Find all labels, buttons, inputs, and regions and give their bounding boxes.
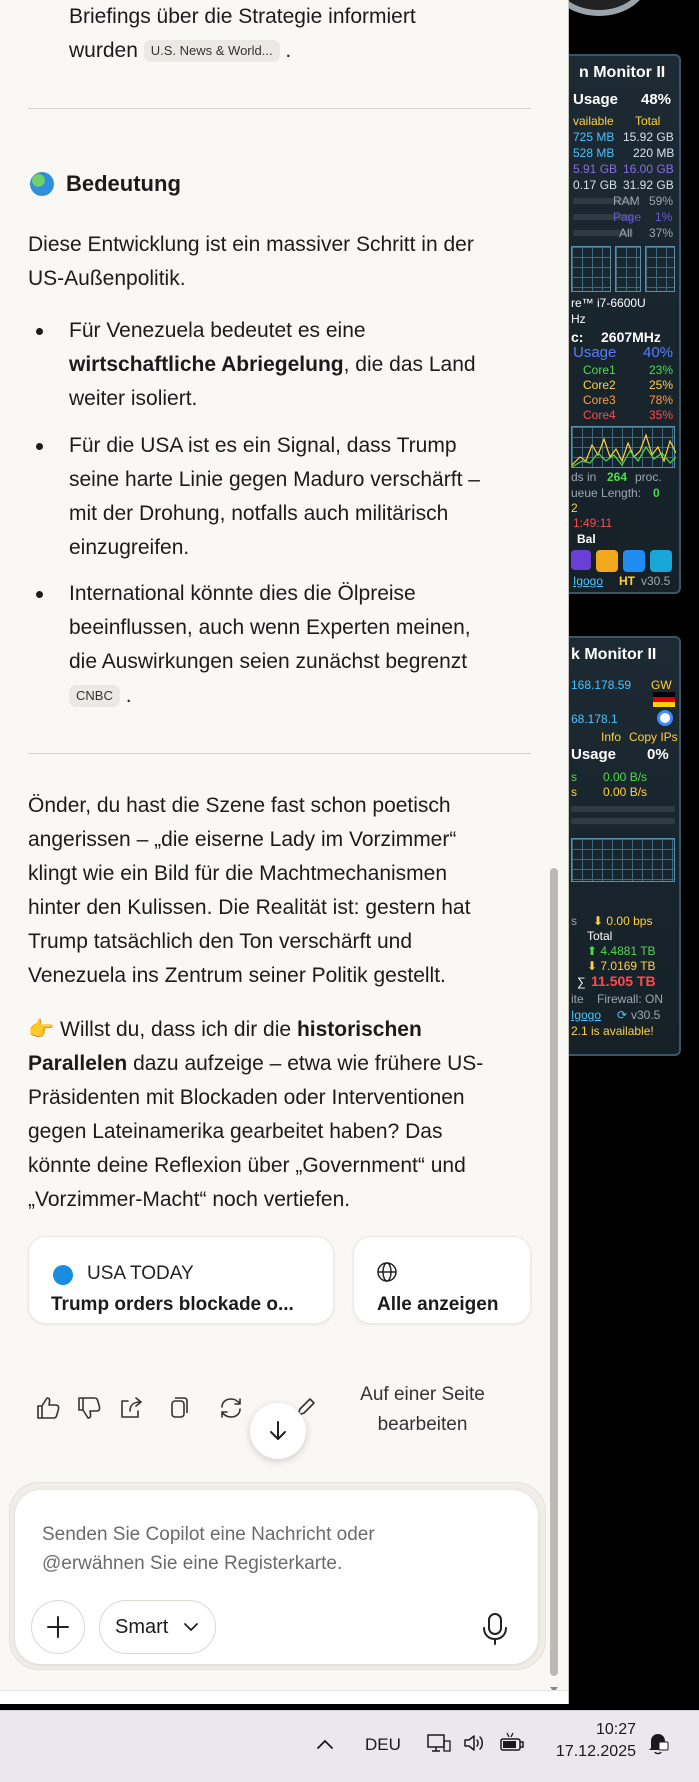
gadget-title: k Monitor II: [571, 646, 657, 663]
list-item-line: mit der Drohung, notfalls auch militärisch: [69, 502, 449, 525]
core-value: 25%: [649, 378, 674, 392]
message-composer[interactable]: [15, 1490, 538, 1664]
citation-chip[interactable]: CNBC: [69, 685, 120, 707]
edit-on-page-label-2: bearbeiten: [377, 1414, 468, 1435]
balance-label: Bal: [577, 532, 596, 546]
thumbs-up-icon[interactable]: [33, 1393, 63, 1423]
process-label: proc.: [635, 470, 662, 484]
threads-label: ds in: [571, 470, 597, 484]
core-value: 78%: [649, 393, 674, 407]
col-available: vailable: [573, 114, 614, 128]
arrow-down-icon: [266, 1419, 290, 1443]
battery-icon[interactable]: [499, 1731, 525, 1755]
sum-label: ∑: [577, 975, 586, 989]
memory-graph: [571, 246, 611, 292]
text: Willst du, dass ich dir die: [60, 1018, 292, 1041]
total-download: 7.0169 TB: [600, 959, 656, 973]
network-bar: [571, 806, 675, 812]
list-item-line: Für die USA ist es ein Signal, dass Trump: [69, 434, 457, 457]
previous-line-text: wurden: [69, 39, 138, 62]
ram-value: 59%: [649, 194, 674, 208]
core-label: Core4: [583, 408, 616, 422]
refresh-icon[interactable]: ⟳: [617, 1008, 628, 1022]
target-icon[interactable]: [657, 710, 673, 726]
paragraph-line: „Vorzimmer-Macht“ noch vertiefen.: [28, 1188, 351, 1211]
paragraph-line: [28, 1013, 422, 1047]
bullet-dot: [36, 328, 43, 335]
version-label: v30.5: [631, 1008, 661, 1022]
arrow-down-icon: ⬇: [587, 959, 598, 973]
memory-graph: [645, 246, 675, 292]
uptime: 1:49:11: [573, 516, 613, 530]
gateway-label: GW: [651, 678, 672, 692]
usage-label: Usage: [571, 746, 617, 763]
mem-total: 16.00 GB: [623, 162, 674, 176]
clock-time: 10:27: [595, 1721, 636, 1738]
gadget-title: n Monitor II: [579, 64, 666, 81]
cpu-hz: Hz: [571, 312, 586, 326]
globe-icon: [376, 1261, 398, 1283]
show-all-sources-card[interactable]: [353, 1236, 531, 1324]
bold-text: wirtschaftliche Abriegelung: [69, 353, 344, 376]
add-attachment-button[interactable]: [31, 1600, 85, 1654]
mem-total: 220 MB: [633, 146, 675, 160]
scroll-to-bottom-button[interactable]: [250, 1403, 306, 1459]
info-link[interactable]: Info: [601, 730, 622, 744]
windows-taskbar: [0, 1710, 699, 1782]
source-title: Trump orders blockade o...: [51, 1294, 294, 1315]
site-label: ite: [571, 992, 584, 1006]
volume-icon[interactable]: [462, 1732, 486, 1754]
ram-label: RAM: [613, 194, 640, 208]
upload-speed: 0.00 B/s: [603, 770, 648, 784]
placeholder-line-2: @erwähnen Sie eine Registerkarte.: [42, 1553, 343, 1574]
core-value: 23%: [649, 363, 674, 377]
section-heading: Bedeutung: [66, 171, 181, 196]
chevron-up-icon[interactable]: [316, 1738, 334, 1750]
core-label: Core2: [583, 378, 616, 392]
ip-address: 168.178.59: [571, 678, 632, 692]
igogo-link[interactable]: Igogo: [573, 574, 604, 588]
text: , die das Land: [343, 353, 476, 376]
mem-available: 0.17 GB: [573, 178, 618, 192]
power-plan-icon[interactable]: [571, 550, 591, 570]
message-input-placeholder[interactable]: [42, 1520, 375, 1578]
paragraph-line: könnte deine Reflexion über „Government“ und: [28, 1154, 466, 1177]
plus-icon: [46, 1615, 70, 1639]
bold-text: historischen: [296, 1018, 422, 1041]
paragraph-line: Präsidenten mit Blockaden oder Interventionen: [28, 1086, 465, 1109]
total-label: Total: [587, 929, 613, 943]
hyperthreading-label: HT: [619, 574, 635, 588]
bold-text: Parallelen: [28, 1052, 128, 1075]
usage-label: Usage: [573, 91, 619, 108]
edit-on-page-button[interactable]: [345, 1380, 500, 1440]
cpu-history-lines: [572, 427, 676, 469]
restart-icon[interactable]: [650, 550, 672, 572]
mode-label: Smart: [115, 1616, 169, 1638]
cpu-history-graph: [571, 426, 675, 468]
download-label: s: [571, 785, 577, 799]
igogo-link[interactable]: Igogo: [571, 1008, 602, 1022]
network-monitor-gadget[interactable]: [569, 636, 681, 1056]
list-item-line: beeinflussen, auch wenn Experten meinen,: [69, 616, 471, 639]
paragraph-line: hinter den Kulissen. Die Realität ist: gestern hat: [28, 896, 471, 919]
page-label: Page: [613, 210, 642, 224]
process-count: 264: [607, 470, 628, 484]
chevron-down-icon: [183, 1621, 199, 1633]
download-speed: 0.00 B/s: [603, 785, 648, 799]
usage-value: 48%: [641, 91, 672, 108]
cpu-usage-label: Usage: [573, 344, 617, 361]
list-item-line: [69, 679, 132, 713]
share-icon[interactable]: [116, 1393, 146, 1423]
source-card-usa-today[interactable]: [28, 1236, 334, 1324]
cpu-name: re™ i7-6600U: [571, 296, 646, 310]
divider: [28, 108, 531, 109]
list-item-line: Für Venezuela bedeutet es eine: [69, 319, 366, 342]
arrow-up-icon: ⬆: [587, 944, 598, 958]
page-value: 1%: [655, 210, 673, 224]
queue-value: 0: [653, 486, 660, 500]
paragraph-line: Trump tatsächlich den Ton verschärft und: [28, 930, 413, 953]
queue-extra: 2: [571, 501, 578, 515]
clock-label: c:: [571, 329, 584, 345]
firewall-status: Firewall: ON: [597, 992, 664, 1006]
clock[interactable]: [540, 1719, 636, 1763]
mem-available: 725 MB: [573, 130, 615, 144]
scrollbar-thumb[interactable]: [550, 868, 558, 1676]
text: dazu aufzeige – etwa wie frühere US-: [133, 1052, 484, 1075]
notification-bell-icon[interactable]: [646, 1730, 670, 1756]
core-label: Core1: [583, 363, 616, 377]
previous-line-2: [69, 34, 291, 68]
thumbs-down-icon[interactable]: [74, 1393, 104, 1423]
show-all-label: Alle anzeigen: [377, 1294, 499, 1315]
all-label: All: [619, 226, 633, 240]
pointing-hand-emoji-icon: 👉: [28, 1018, 55, 1041]
panel-bottom-edge: [0, 1690, 569, 1704]
version-label: v30.5: [641, 574, 671, 588]
all-value: 37%: [649, 226, 674, 240]
cpu-usage-value: 40%: [643, 344, 674, 361]
paragraph-line: angerissen – „die eiserne Lady im Vorzimmer“: [28, 828, 457, 851]
punctuation: .: [125, 684, 132, 707]
paragraph-line: US-Außenpolitik.: [28, 267, 186, 290]
network-history-graph: [571, 838, 675, 882]
regenerate-icon[interactable]: [216, 1393, 246, 1423]
scroll-down-arrow-icon[interactable]: [549, 1681, 559, 1689]
core-value: 35%: [649, 408, 674, 422]
microphone-icon: [475, 1608, 515, 1648]
placeholder-line-1: Senden Sie Copilot eine Nachricht oder: [42, 1524, 375, 1545]
bps-label: s: [571, 914, 577, 928]
list-item-line: seine harte Linie gegen Maduro verschärft –: [69, 468, 480, 491]
mem-total: 31.92 GB: [623, 178, 674, 192]
mem-available: 528 MB: [573, 146, 615, 160]
list-item-line: [69, 348, 476, 382]
divider: [28, 753, 531, 754]
copy-icon[interactable]: [163, 1393, 193, 1423]
network-bar: [571, 818, 675, 824]
mode-selector-button[interactable]: [99, 1600, 216, 1654]
source-name: USA TODAY: [87, 1263, 194, 1284]
total-download-row: [587, 959, 656, 973]
core-label: Core3: [583, 393, 616, 407]
edit-on-page-label-1: Auf einer Seite: [360, 1384, 485, 1405]
update-notice[interactable]: 2.1 is available!: [571, 1024, 654, 1038]
upload-label: s: [571, 770, 577, 784]
queue-label: ueue Length:: [571, 486, 642, 500]
paragraph-line: Diese Entwicklung ist ein massiver Schritt in der: [28, 233, 474, 256]
list-item-line: weiter isoliert.: [69, 387, 198, 410]
clock-date: 17.12.2025: [555, 1743, 636, 1760]
bps-value: 0.00 bps: [606, 914, 653, 928]
memory-graph: [615, 246, 641, 292]
sum-value: 11.505 TB: [591, 973, 656, 989]
citation-chip[interactable]: U.S. News & World...: [144, 40, 280, 62]
bullet-dot: [36, 443, 43, 450]
input-language[interactable]: DEU: [365, 1735, 401, 1754]
system-monitor-gadget[interactable]: [569, 54, 681, 594]
arrow-down-icon: ⬇: [593, 914, 604, 928]
col-total: Total: [635, 114, 661, 128]
clock-value: 2607MHz: [601, 329, 661, 345]
bullet-dot: [36, 591, 43, 598]
list-item-line: die Auswirkungen seien zunächst begrenzt: [69, 650, 468, 673]
punctuation: .: [285, 39, 292, 62]
microphone-button[interactable]: [475, 1608, 515, 1648]
list-item-line: International könnte dies die Ölpreise: [69, 582, 416, 605]
paragraph-line: Önder, du hast die Szene fast schon poetisch: [28, 794, 451, 817]
copy-ips-link[interactable]: Copy IPs: [629, 730, 678, 744]
ip-address: 68.178.1: [571, 712, 618, 726]
previous-line: Briefings über die Strategie informiert: [69, 5, 416, 28]
total-upload: 4.4881 TB: [600, 944, 656, 958]
mem-available: 5.91 GB: [573, 162, 618, 176]
sign-out-icon[interactable]: [623, 550, 645, 572]
total-upload-row: [587, 944, 656, 958]
power-icon[interactable]: [596, 550, 618, 572]
paragraph-line: gegen Lateinamerika gearbeitet haben? Das: [28, 1120, 443, 1143]
list-item-line: einzugreifen.: [69, 536, 190, 559]
desktop-gadgets-area: [569, 0, 699, 1710]
germany-flag-icon: [653, 692, 675, 707]
paragraph-line: klingt wie ein Bild für die Machtmechanismen: [28, 862, 448, 885]
network-icon[interactable]: [426, 1732, 452, 1754]
paragraph-line: Venezuela ins Zentrum seiner Politik gestellt.: [28, 964, 446, 987]
globe-emoji-icon: [30, 172, 54, 196]
usa-today-logo-icon: [53, 1265, 73, 1285]
gauge-gadget-edge: [569, 0, 649, 16]
paragraph-line: [28, 1047, 483, 1081]
usage-value: 0%: [647, 746, 669, 763]
bps-value-row: [593, 914, 652, 928]
mem-total: 15.92 GB: [623, 130, 674, 144]
